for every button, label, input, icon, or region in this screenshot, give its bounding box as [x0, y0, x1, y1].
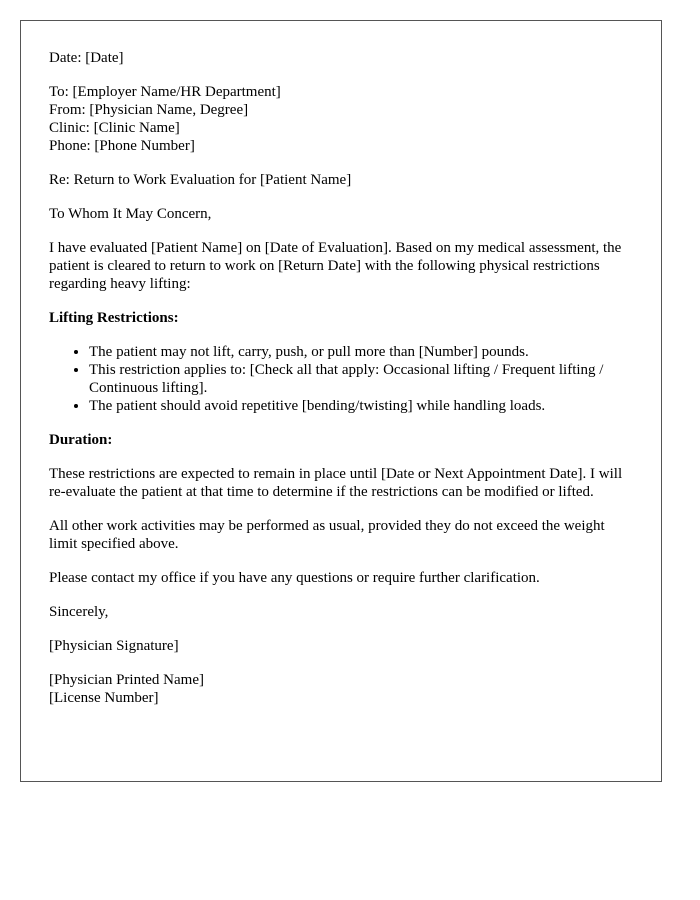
duration-heading: Duration:	[49, 432, 113, 448]
letter-date: Date: [Date]	[49, 50, 124, 66]
other-activities-paragraph: All other work activities may be performed as usual, provided they do not exceed the weight limit specified above.	[49, 518, 605, 552]
recipient-line: To: [Employer Name/HR Department]	[49, 84, 281, 100]
printed-name: [Physician Printed Name]	[49, 672, 204, 688]
license-number: [License Number]	[49, 690, 159, 706]
letter-header	[49, 83, 633, 155]
sender-line: From: [Physician Name, Degree]	[49, 102, 249, 118]
contact-paragraph: Please contact my office if you have any questions or require further clarification.	[49, 570, 540, 586]
list-item: • This restriction applies to: [Check all that apply: Occasional lifting / Frequent lifting / Continuous lifting].	[89, 361, 633, 397]
list-item: • The patient may not lift, carry, push, or pull more than [Number] pounds.	[89, 343, 633, 361]
closing: Sincerely,	[49, 604, 109, 620]
restrictions-heading: Lifting Restrictions:	[49, 310, 179, 326]
salutation: To Whom It May Concern,	[49, 206, 212, 222]
letter-document	[20, 20, 662, 782]
signature-placeholder: [Physician Signature]	[49, 638, 179, 654]
list-item: • The patient should avoid repetitive [bending/twisting] while handling loads.	[89, 397, 633, 415]
signature-block	[49, 671, 633, 707]
intro-paragraph: I have evaluated [Patient Name] on [Date of Evaluation]. Based on my medical assessment, the patient is cleared to return to work on [Return Date] with the following physical restrictions regarding heavy lifting:	[49, 240, 622, 292]
restrictions-list	[49, 343, 633, 415]
duration-paragraph: These restrictions are expected to remain in place until [Date or Next Appointment Date]. I will re-evaluate the patient at that time to determine if the restrictions can be modified or lifted.	[49, 466, 623, 500]
phone-line: Phone: [Phone Number]	[49, 138, 195, 154]
subject-line: Re: Return to Work Evaluation for [Patient Name]	[49, 172, 352, 188]
clinic-line: Clinic: [Clinic Name]	[49, 120, 180, 136]
